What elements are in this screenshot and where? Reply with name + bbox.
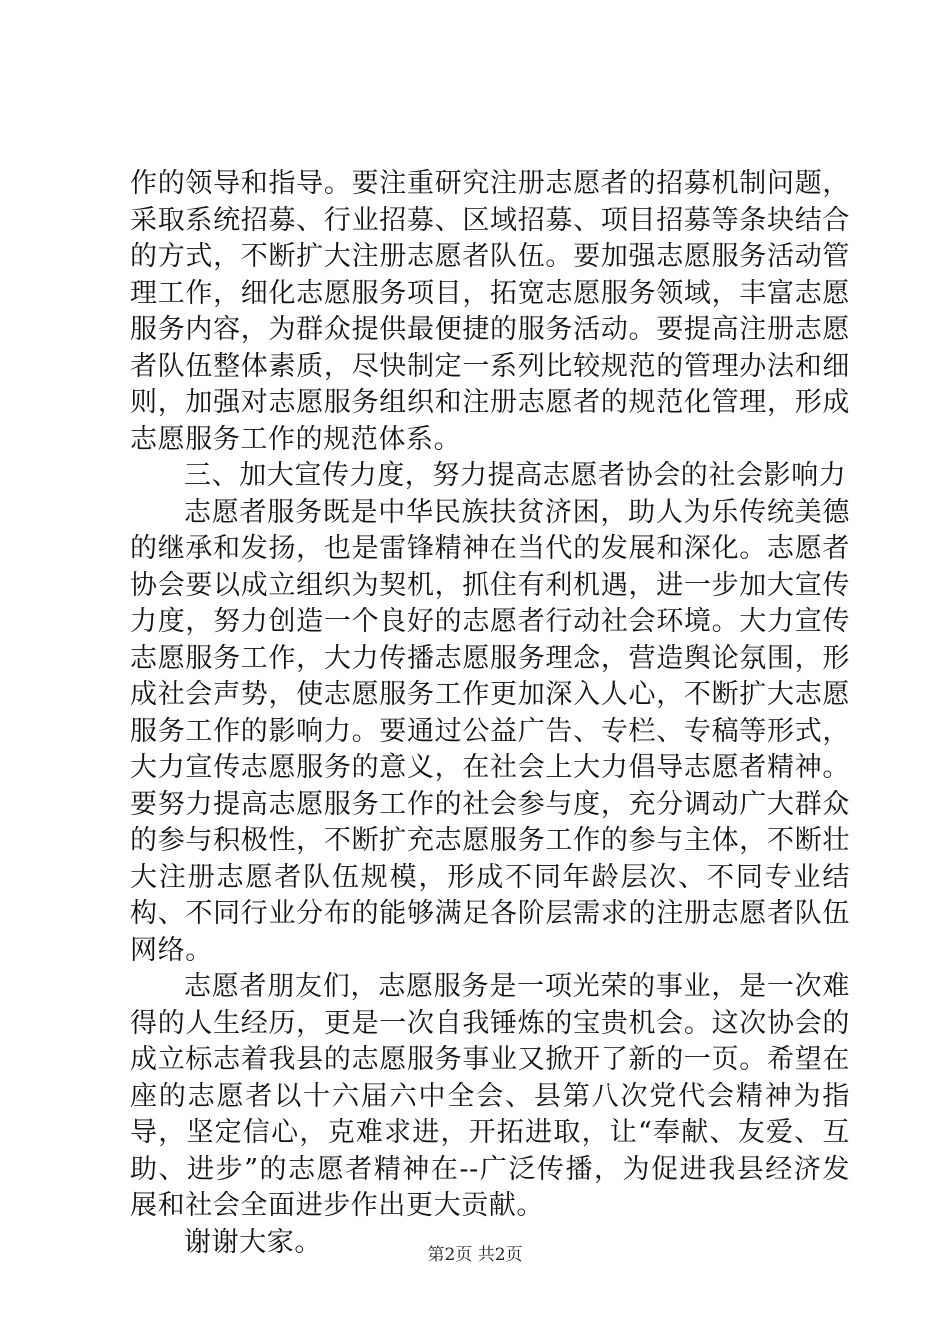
paragraph-continuation: 作的领导和指导。要注重研究注册志愿者的招募机制问题，采取系统招募、行业招募、区域招募、项目招募等条块结合的方式，不断扩大注册志愿者队伍。要加强志愿服务活动管理工作，细化志愿服务项目，拓宽志愿服务领域，丰富志愿服务内容，为群众提供最便捷的服务活动。要提高注册志愿者队伍整体素质，尽快制定一系列比较规范的管理办法和细则，加强对志愿服务组织和注册志愿者的规范化管理，形成志愿服务工作的规范体系。 xyxy=(130,168,850,455)
section-heading: 三、加大宣传力度，努力提高志愿者协会的社会影响力 xyxy=(184,460,847,491)
page-footer: 第2页 共2页 xyxy=(427,1245,523,1265)
document-body xyxy=(130,166,850,1261)
paragraph-thanks: 谢谢大家。 xyxy=(184,1226,322,1258)
paragraph-publicity: 志愿者服务既是中华民族扶贫济困，助人为乐传统美德的继承和发扬，也是雷锋精神在当代的发展和深化。志愿者协会要以成立组织为契机，抓住有利机遇，进一步加大宣传力度，努力创造一个良好的志愿者行动社会环境。大力宣传志愿服务工作，大力传播志愿服务理念，营造舆论氛围，形成社会声势，使志愿服务工作更加深入人心，不断扩大志愿服务工作的影响力。要通过公益广告、专栏、专稿等形式，大力宣传志愿服务的意义，在社会上大力倡导志愿者精神。要努力提高志愿服务工作的社会参与度，充分调动广大群众的参与积极性，不断扩充志愿服务工作的参与主体，不断壮大注册志愿者队伍规模，形成不同年龄层次、不同专业结构、不同行业分布的能够满足各阶层需求的注册志愿者队伍网络。 xyxy=(130,496,850,966)
paragraph-closing: 志愿者朋友们，志愿服务是一项光荣的事业，是一次难得的人生经历，更是一次自我锤炼的宝贵机会。这次协会的成立标志着我县的志愿服务事业又掀开了新的一页。希望在座的志愿者以十六届六中全会、县第八次党代会精神为指导，坚定信心，克难求进，开拓进取，让“奉献、友爱、互助、进步”的志愿者精神在--广泛传播，为促进我县经济发展和社会全面进步作出更大贡献。 xyxy=(130,971,850,1221)
